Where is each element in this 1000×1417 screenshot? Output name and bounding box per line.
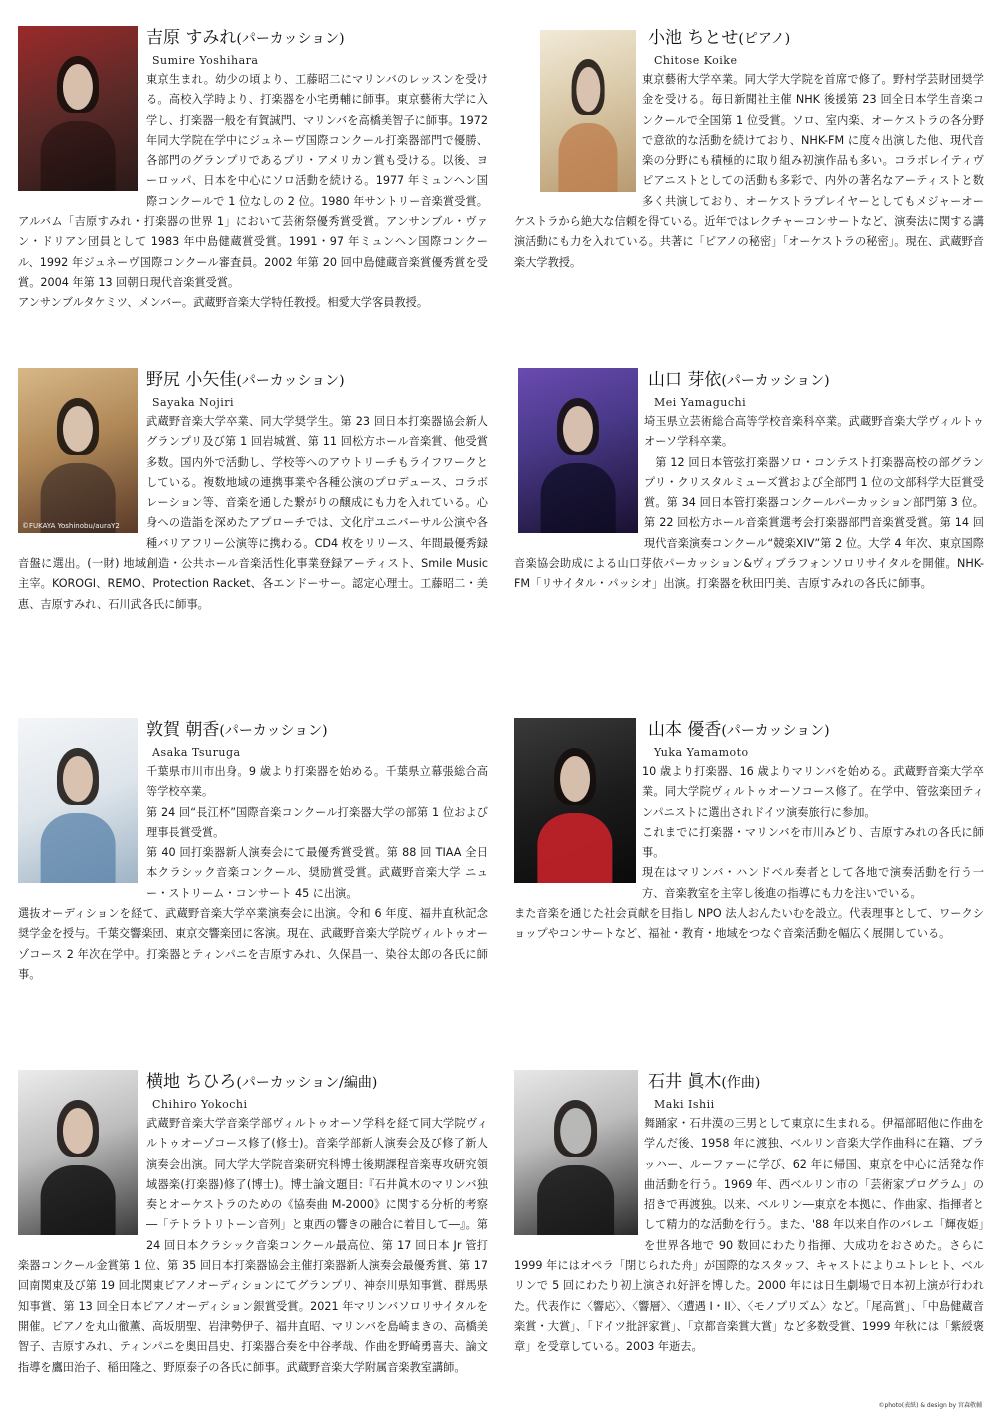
performer-bio	[514, 412, 984, 595]
performer-instrument: (パーカッション)	[236, 373, 345, 389]
performer-name: 野尻 小矢佳(パーカッション)	[146, 370, 345, 390]
performer-instrument: (作曲)	[721, 1075, 761, 1091]
bio-paragraph: 現在はマリンバ・ハンドベル奏者として各地で演奏活動を行う一方、音楽教室を主宰し後進の指導にも力を注いでいる。	[642, 866, 984, 900]
bio-paragraph: また音楽を通じた社会貢献を目指し NPO 法人おんたいむを設立。代表理事として、ワークショップやコンサートなど、福祉・教育・地域をつなぐ音楽活動を幅広く展開している。	[514, 907, 984, 941]
bio-paragraph: 選抜オーディションを経て、武蔵野音楽大学卒業演奏会に出演。令和 6 年度、福井直秋記念奨学金を授与。千葉交響楽団、東京交響楽団に客演。現在、武蔵野音楽大学院ヴィルトゥオーゾコース 2 年次在学中。打楽器とティンパニを吉原すみれ、久保昌一、染谷太郎の各氏に師事。	[18, 907, 488, 981]
performer-romaji: Mei Yamaguchi	[654, 396, 747, 409]
performer-bio	[514, 1114, 984, 1358]
bio-paragraph: 武蔵野音楽大学卒業、同大学奨学生。第 23 回日本打楽器協会新人グランプリ及び第 1 回岩城賞、第 11 回松方ホール音楽賞、他受賞多数。国内外で活動し、学校等へのアウトリーチもライフワークとしている。複数地域の連携事業や各種公演のプロデュース、コラボレーション等、音楽を通した繋がりの醸成にも力を入れている。心身への造詣を深めたアプローチでは、文化庁ユニバーサル公演や各種バリアフリー公演等に携わる。CD4 枚をリリース、年間最優秀録音盤に選出。(一財) 地域創造・公共ホール音楽活性化事業登録アーティスト、Smile Music 主宰。KOROGI、REMO、Protection Racket、各エンドーサー。認定心理士。工藤昭二・美恵、吉原すみれ、石川武各氏に師事。	[18, 415, 488, 611]
bio-paragraph: 東京藝術大学卒業。同大学大学院を首席で修了。野村学芸財団奨学金を受ける。毎日新聞社主催 NHK 後援第 23 回全日本学生音楽コンクールで全国第 1 位受賞。ソロ、室内楽、オーケストラの各分野で意欲的な活動を続けており、NHK-FM に度々出演した他、現代音楽の分野にも積極的に取り組み初演作品も多い。コラボレイティヴピアニストとしての活動も多彩で、内外の著名なアーティストと数多く共演しており、オーケストラプレイヤーとしてもメジャーオーケストラから絶大な信頼を得ている。近年ではレクチャーコンサートなど、演奏法に関する講演活動にも力を入れている。共著に「ピアノの秘密」「オーケストラの秘密」。現在、武蔵野音楽大学教授。	[514, 73, 984, 269]
performer-name: 横地 ちひろ(パーカッション/編曲)	[146, 1072, 378, 1092]
bio-paragraph: 武蔵野音楽大学音楽学部ヴィルトゥオーソ学科を経て同大学院ヴィルトゥオーゾコース修了(修士)。音楽学部新人演奏会及び修了新人演奏会出演。同大学大学院音楽研究科博士後期課程音楽専攻研究領域器楽(打楽器)修了(博士)。博士論文題目:『石井眞木のマリンバ独奏とオーケストラのための《協奏曲 M-2000》に関する分析的考察―「テトラトリトーン音列」と東西の響きの融合に着目して―』。第 24 回日本クラシック音楽コンクール最高位、第 17 回日本 Jr 管打楽器コンクール金賞第 1 位、第 35 回日本打楽器協会主催打楽器新人演奏会最優秀賞、第 17 回南関東及び第 19 回北関東ピアノオーディションにてグランプリ、神奈川県知事賞、群馬県知事賞、第 13 回全日本ピアノオーディション銀賞受賞。2021 年マリンバソロリサイタルを開催。ピアノを丸山徹薫、高坂朋聖、岩津勢伊子、福井直昭、マリンバを島崎まきの、高橋美智子、吉原すみれ、ティンパニを奥田昌史、打楽器合奏を中谷孝哉、作曲を野崎勇喜夫、論文指導を鷹田治子、稲田隆之、野原泰子の各氏に師事。武蔵野音楽大学附属音楽教室講師。	[18, 1117, 488, 1374]
performer-name: 山本 優香(パーカッション)	[648, 720, 830, 740]
footer-credit: ©photo(表紙) & design by 宮森敬輔	[878, 1402, 982, 1409]
performer-instrument: (パーカッション)	[236, 31, 345, 47]
performer-romaji: Sumire Yoshihara	[152, 54, 259, 67]
performer-instrument: (パーカッション)	[721, 373, 830, 389]
bio-paragraph: 東京生まれ。幼少の頃より、工藤昭二にマリンバのレッスンを受ける。高校入学時より、打楽器を小宅勇輔に師事。東京藝術大学に入学し、打楽器一般を有賀誠門、マリンバを高橋美智子に師事。1972 年同大学院在学中にジュネーヴ国際コンクール打楽器部門で優勝、各部門のグランプリであるプリ・アメリカン賞も受ける。以後、ヨーロッパ、日本を中心にソロ活動を続ける。1977 年ミュンヘン国際コンクールで 1 位なしの 2 位。1980 年サントリー音楽賞受賞。アルバム「吉原すみれ・打楽器の世界 1」において芸術祭優秀賞受賞。アンサンブル・ヴァン・ドリアン団員として 1983 年中島健蔵賞受賞。1991・97 年ミュンヘン国際コンクール、1992 年ジュネーヴ国際コンクール審査員。2002 年第 20 回中島健蔵音楽賞優秀賞を受賞。2004 年第 13 回朝日現代音楽賞受賞。	[18, 73, 488, 289]
performer-bio	[18, 412, 488, 615]
performer-romaji: Asaka Tsuruga	[152, 746, 241, 759]
bio-paragraph: アンサンブルタケミツ、メンバー。武蔵野音楽大学特任教授。相愛大学客員教授。	[18, 296, 429, 310]
bio-paragraph: 千葉県市川市出身。9 歳より打楽器を始める。千葉県立幕張総合高等学校卒業。	[146, 765, 488, 799]
bio-paragraph: これまでに打楽器・マリンバを市川みどり、吉原すみれの各氏に師事。	[642, 825, 984, 860]
performer-bio	[18, 70, 488, 314]
performer-name: 石井 眞木(作曲)	[648, 1072, 761, 1092]
performer-romaji: Chihiro Yokochi	[152, 1098, 248, 1111]
performer-name: 吉原 すみれ(パーカッション)	[146, 28, 345, 48]
bio-paragraph: 第 24 回“長江杯”国際音楽コンクール打楽器大学の部第 1 位および理事長賞受賞。	[146, 805, 488, 839]
performer-bio	[18, 1114, 488, 1378]
performer-bio	[18, 762, 488, 985]
performer-instrument: (ピアノ)	[738, 31, 791, 47]
bio-paragraph: 埼玉県立芸術総合高等学校音楽科卒業。武蔵野音楽大学ヴィルトゥオーソ学科卒業。	[644, 415, 984, 449]
bio-paragraph: 舞踊家・石井漠の三男として東京に生まれる。伊福部昭他に作曲を学んだ後、1958 年に渡独、ベルリン音楽大学作曲科に在籍、ブラッハー、ルーファーに学び、62 年に帰国、東京を中心に活発な作曲活動を行う。1969 年、西ベルリン市の「芸術家プログラム」の招きで再渡独。以来、ベルリン―東京を本拠に、作曲家、指揮者として精力的な活動を行う。また、'88 年以来自作のバレエ「輝夜姫」を世界各地で 90 数回にわたり指揮、大成功をおさめた。さらに 1999 年にはオペラ「閉じられた舟」が国際的なスタッフ、キャストによりユトレヒト、ベルリンで 5 回にわたり初上演され好評を博した。2000 年には日生劇場で日本初上演が行われた。代表作に〈響応〉、〈響層〉、〈遭遇 I・II〉、〈モノプリズム〉など。「尾高賞」、「中島健蔵音楽賞・大賞」、「ドイツ批評家賞」、「京都音楽賞大賞」など多数受賞、1999 年秋には「紫綬褒章」を受章している。2003 年逝去。	[514, 1117, 984, 1354]
performer-name: 山口 芽依(パーカッション)	[648, 370, 830, 390]
performer-bio	[514, 70, 984, 273]
performer-bio	[514, 762, 984, 945]
performer-romaji: Chitose Koike	[654, 54, 738, 67]
bio-paragraph: 第 12 回日本管弦打楽器ソロ・コンテスト打楽器高校の部グランプリ・クリスタルミューズ賞および全部門 1 位の文部科学大臣賞受賞。第 34 回日本管打楽器コンクールパーカッション部門第 3 位。第 22 回松方ホール音楽賞選考会打楽器部門音楽賞受賞。第 14 回現代音楽演奏コンクール“競楽XIV”第 2 位。大学 4 年次、東京国際音楽協会助成による山口芽依パーカッション&ヴィブラフォンソロリサイタルを開催。NHK-FM「リサイタル・パッシオ」出演。打楽器を秋田円美、吉原すみれの各氏に師事。	[514, 455, 984, 591]
bio-paragraph: 10 歳より打楽器、16 歳よりマリンバを始める。武蔵野音楽大学卒業。同大学院ヴィルトゥオーソコース修了。在学中、管弦楽団ティンパニストに選出されドイツ演奏旅行に参加。	[642, 765, 984, 819]
performer-instrument: (パーカッション/編曲)	[236, 1075, 378, 1091]
performer-name: 敦賀 朝香(パーカッション)	[146, 720, 328, 740]
performer-romaji: Yuka Yamamoto	[654, 746, 749, 759]
performer-romaji: Sayaka Nojiri	[152, 396, 235, 409]
performer-instrument: (パーカッション)	[721, 723, 830, 739]
performer-romaji: Maki Ishii	[654, 1098, 715, 1111]
performer-name: 小池 ちとせ(ピアノ)	[648, 28, 791, 48]
performer-instrument: (パーカッション)	[219, 723, 328, 739]
bio-paragraph: 第 40 回打楽器新人演奏会にて最優秀賞受賞。第 88 回 TIAA 全日本クラシック音楽コンクール、奨励賞受賞。武蔵野音楽大学 ニュー・ストリーム・コンサート 45 に出演。	[146, 846, 488, 900]
photo-credit: ©FUKAYA Yoshinobu/auraY2	[22, 522, 120, 530]
